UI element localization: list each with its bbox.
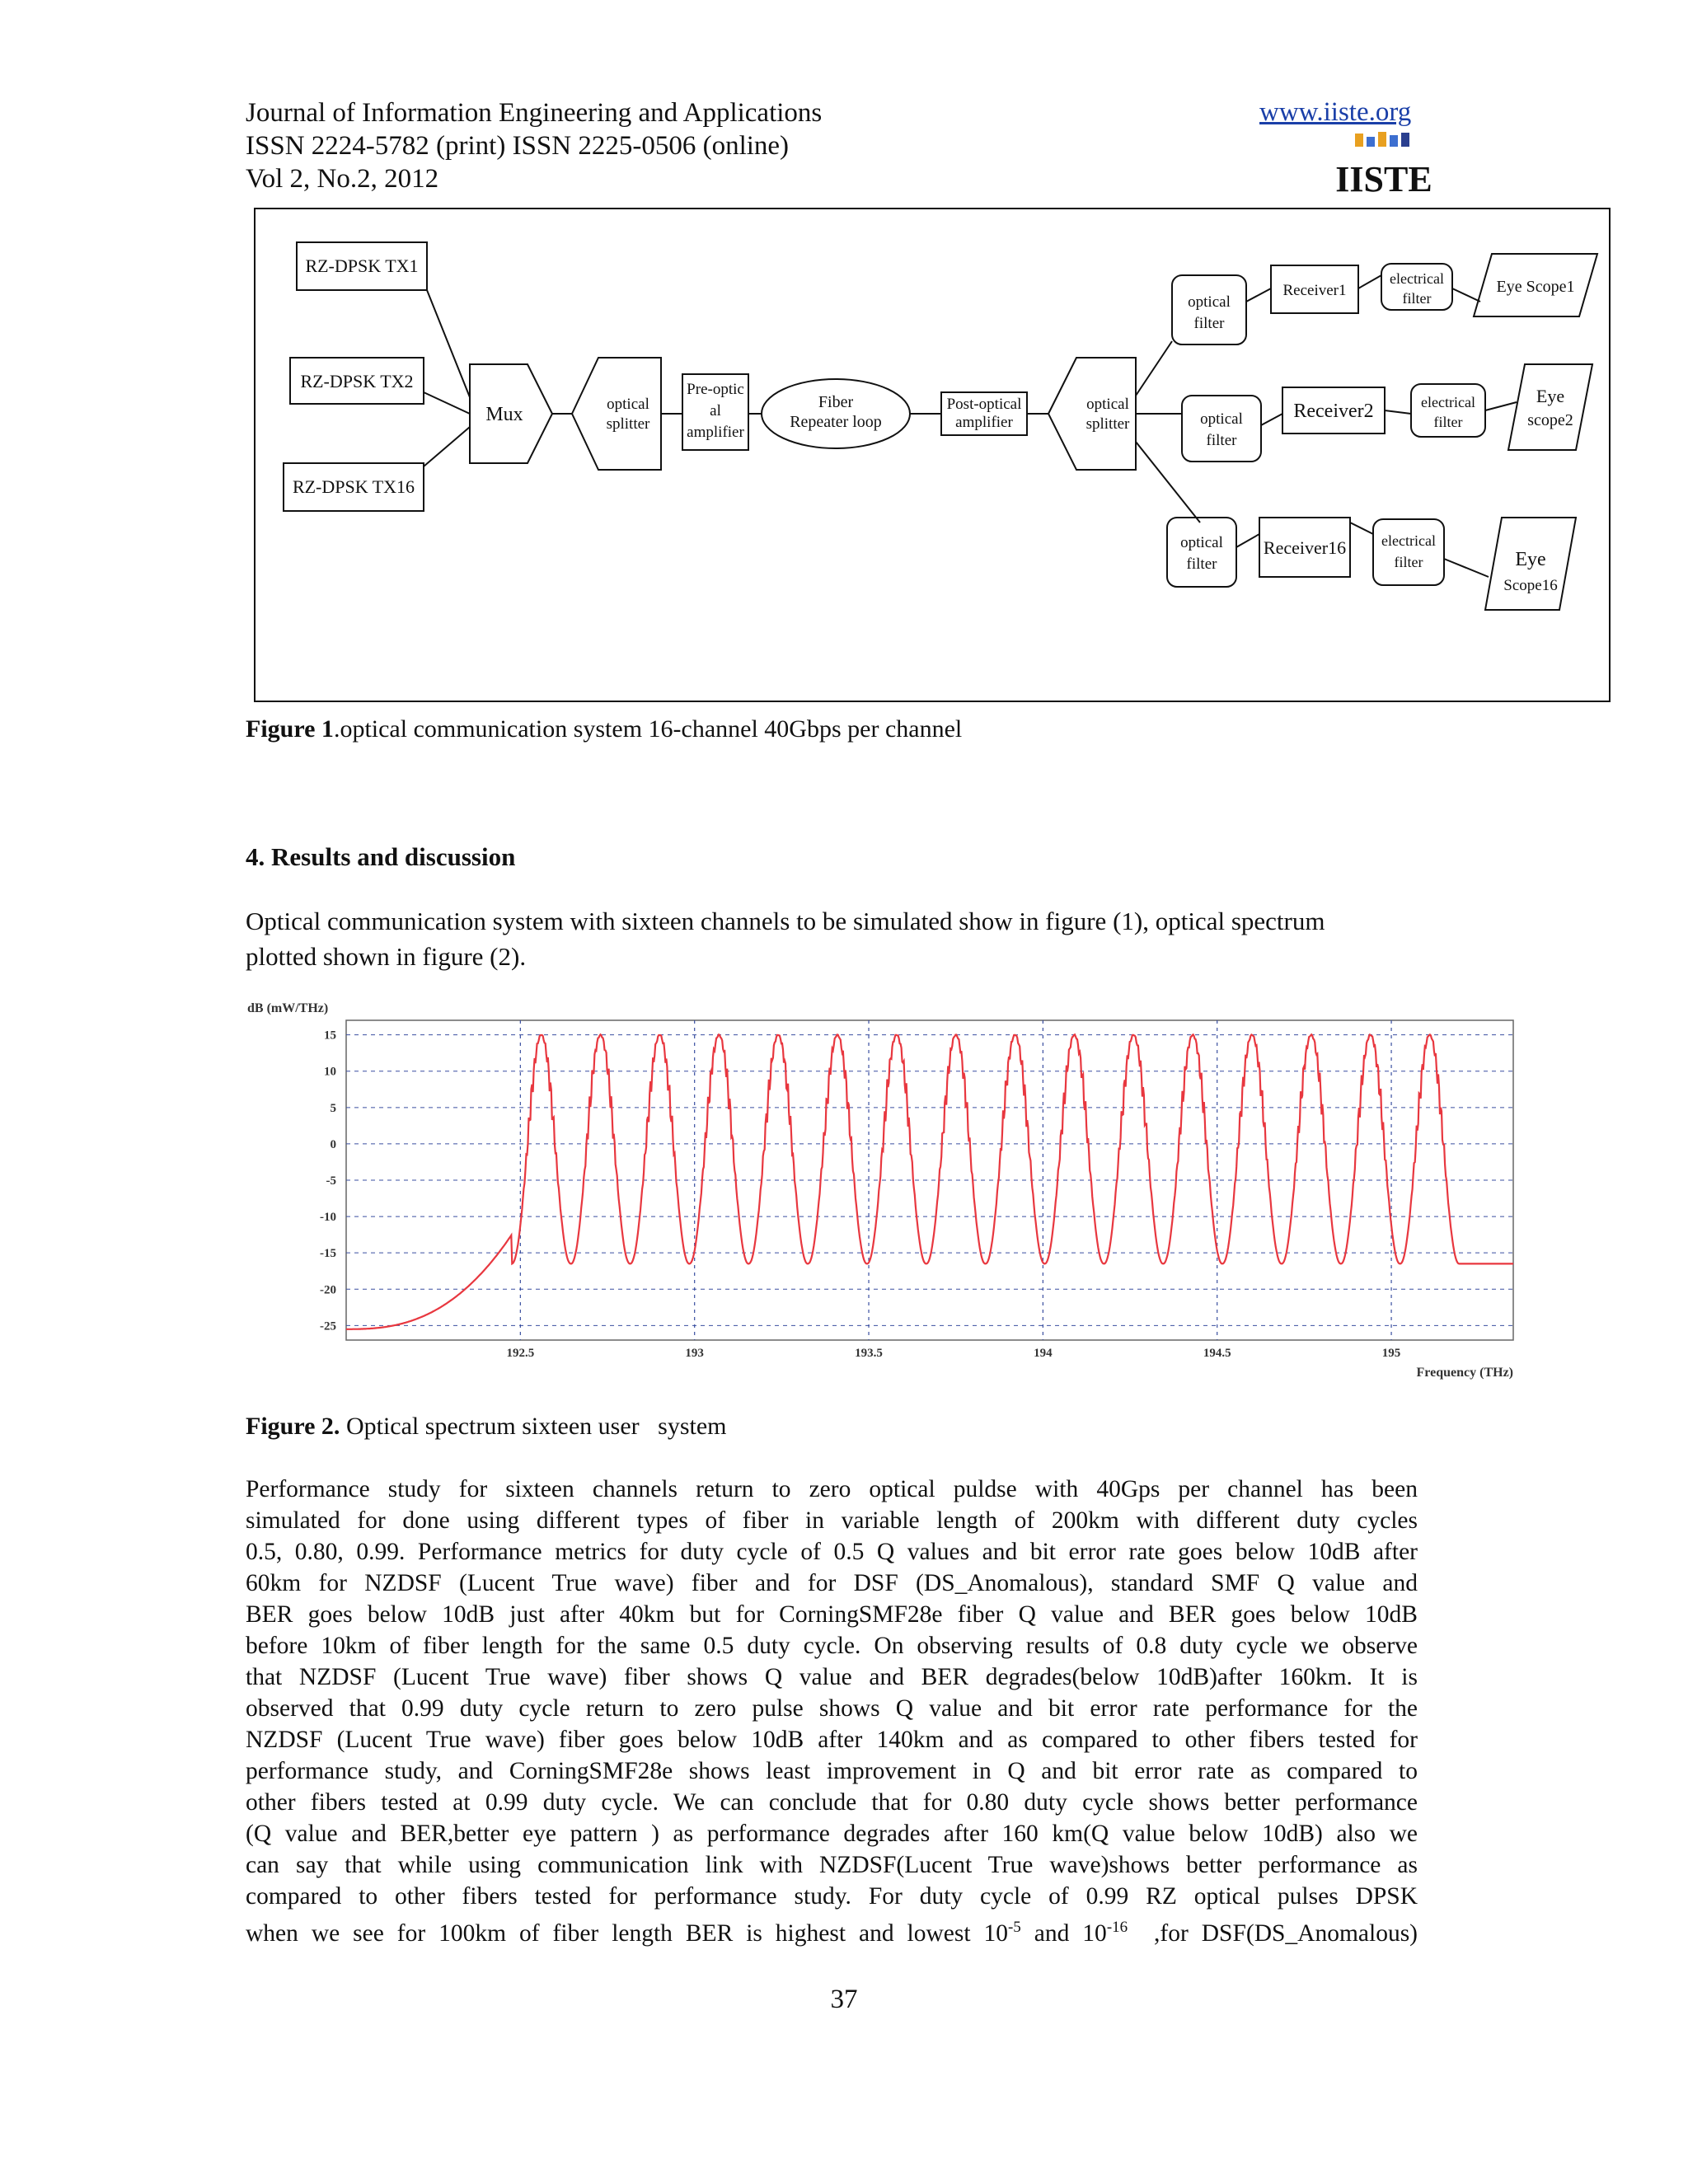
body-text-fragment: ,for DSF(DS_Anomalous) <box>1128 1919 1418 1947</box>
body-line: (Q value and BER,better eye pattern ) as performance degrades after 160 km(Q value below 10dB) also we <box>246 1821 1418 1847</box>
body-line: that NZDSF (Lucent True wave) fiber shows Q value and BER degrades(below 10dB)after 160km. It is <box>246 1664 1418 1690</box>
chart-xtick-label: 193.5 <box>855 1347 883 1360</box>
pre-amp-label-1: Pre-optic <box>687 381 744 398</box>
electrical-filter-2-label-2: filter <box>1433 414 1463 430</box>
chart-xtick-label: 195 <box>1381 1347 1401 1360</box>
body-line: Performance study for sixteen channels return to zero optical puldse with 40Gps per channel has been <box>246 1476 1418 1502</box>
chart-ytick-label: -20 <box>320 1283 336 1297</box>
eye-scope16-label-2: Scope16 <box>1503 577 1558 594</box>
figure2-caption-label: Figure 2. <box>246 1413 340 1440</box>
pre-amp-label-2: al <box>710 402 721 419</box>
splitter-right-label-2: splitter <box>1085 415 1130 433</box>
page-number: 37 <box>830 1985 858 2014</box>
receiver1-label: Receiver1 <box>1282 282 1347 299</box>
optical-filter-1-label-1: optical <box>1188 293 1231 311</box>
body-line: performance study, and CorningSMF28e shows least improvement in Q and bit error rate as compared to <box>246 1758 1418 1784</box>
optical-filter-1-label-2: filter <box>1193 315 1225 332</box>
optical-filter-2-label-1: optical <box>1200 410 1243 428</box>
intro-paragraph <box>246 903 1418 974</box>
body-line: observed that 0.99 duty cycle return to zero pulse shows Q value and bit error rate performance for the <box>246 1695 1418 1722</box>
figure2-caption <box>246 1413 727 1441</box>
eye-scope1-label: Eye Scope1 <box>1496 278 1575 296</box>
figure1-caption-text: .optical communication system 16-channel 40Gbps per channel <box>333 715 963 743</box>
electrical-filter-1-label-1: electrical <box>1390 270 1444 287</box>
chart-ylabel: dB (mW/THz) <box>247 1001 329 1015</box>
figure2-caption-text: Optical spectrum sixteen user system <box>345 1413 727 1440</box>
journal-volume: Vol 2, No.2, 2012 <box>246 164 439 194</box>
journal-title: Journal of Information Engineering and Applications <box>246 98 823 128</box>
figure1-diagram <box>254 208 1611 702</box>
superscript: -16 <box>1106 1919 1128 1936</box>
chart-ytick-label: 15 <box>324 1029 336 1043</box>
eye-scope16-label-1: Eye <box>1515 549 1546 570</box>
tx1-label: RZ-DPSK TX1 <box>305 255 419 276</box>
chart-ytick-label: 5 <box>330 1101 336 1115</box>
splitter-left-label-1: optical <box>607 396 649 413</box>
receiver2-label: Receiver2 <box>1293 401 1374 422</box>
logo-text: IISTE <box>1335 159 1432 199</box>
body-line: compared to other fibers tested for performance study. For duty cycle of 0.99 RZ optical pulses DPSK <box>246 1883 1418 1910</box>
intro-line: plotted shown in figure (2). <box>246 942 527 971</box>
chart-ytick-label: -5 <box>326 1174 336 1188</box>
body-text-fragment: when we see for 100km of fiber length BER is highest and lowest 10 <box>246 1919 1008 1947</box>
electrical-filter-1-label-2: filter <box>1402 290 1432 307</box>
body-line: can say that while using communication link with NZDSF(Lucent True wave)shows better performance as <box>246 1852 1418 1878</box>
chart-ytick-label: -15 <box>320 1247 336 1261</box>
body-line: 60km for NZDSF (Lucent True wave) fiber and for DSF (DS_Anomalous), standard SMF Q value and <box>246 1570 1418 1596</box>
chart-ytick-label: -25 <box>320 1319 336 1333</box>
body-line: BER goes below 10dB just after 40km but for CorningSMF28e fiber Q value and BER goes below 10dB <box>246 1601 1418 1628</box>
section-heading: 4. Results and discussion <box>246 842 516 871</box>
splitter-right-label-1: optical <box>1086 396 1129 413</box>
pre-amp-label-3: amplifier <box>687 424 744 441</box>
figure1-caption <box>246 715 962 743</box>
chart-ytick-label: 10 <box>324 1065 336 1079</box>
chart-xtick-label: 194 <box>1034 1347 1053 1360</box>
body-line: 0.5, 0.80, 0.99. Performance metrics for duty cycle of 0.5 Q values and bit error rate goes below 10dB after <box>246 1539 1418 1565</box>
fiber-label-1: Fiber <box>818 393 854 411</box>
chart-xtick-label: 194.5 <box>1203 1347 1231 1360</box>
body-line: simulated for done using different types of fiber in variable length of 200km with different duty cycles <box>246 1507 1418 1534</box>
intro-line: Optical communication system with sixteen channels to be simulated show in figure (1), optical spectrum <box>246 907 1325 935</box>
body-line: NZDSF (Lucent True wave) fiber goes below 10dB after 140km and as compared to other fibers tested for <box>246 1727 1418 1753</box>
optical-filter-16-box <box>1167 518 1236 587</box>
mux-label: Mux <box>485 404 523 425</box>
body-line-last <box>246 1912 1418 1949</box>
electrical-filter-16-label-1: electrical <box>1381 532 1436 549</box>
post-amp-label-1: Post-optical <box>946 396 1022 413</box>
splitter-left-label-2: splitter <box>606 415 650 433</box>
optical-splitter-right-shape <box>1048 358 1136 470</box>
post-amp-label-2: amplifier <box>955 414 1013 431</box>
figure2-chart <box>247 997 1517 1385</box>
eye-scope2-shape <box>1508 364 1592 450</box>
journal-issn: ISSN 2224-5782 (print) ISSN 2225-0506 (online) <box>246 131 790 161</box>
superscript: -5 <box>1007 1919 1021 1936</box>
body-text-fragment: and 10 <box>1020 1919 1107 1947</box>
electrical-filter-16-box <box>1373 519 1444 585</box>
iiste-logo <box>1335 130 1432 199</box>
body-line: before 10km of fiber length for the same 0.5 duty cycle. On observing results of 0.8 duty cycle we observe <box>246 1633 1418 1659</box>
chart-ytick-label: -10 <box>320 1211 336 1225</box>
fiber-label-2: Repeater loop <box>790 413 882 431</box>
website-link[interactable]: www.iiste.org <box>1259 97 1412 127</box>
tx16-label: RZ-DPSK TX16 <box>292 476 415 497</box>
eye-scope2-label-2: scope2 <box>1527 411 1573 429</box>
figure1-caption-label: Figure 1 <box>246 715 334 743</box>
body-line: other fibers tested at 0.99 duty cycle. We can conclude that for 0.80 duty cycle shows better performance <box>246 1789 1418 1816</box>
electrical-filter-16-label-2: filter <box>1394 554 1423 570</box>
optical-filter-16-label-1: optical <box>1180 534 1223 551</box>
chart-xtick-label: 192.5 <box>506 1347 535 1360</box>
optical-filter-2-label-2: filter <box>1206 432 1237 449</box>
optical-filter-16-label-2: filter <box>1186 555 1217 573</box>
tx2-label: RZ-DPSK TX2 <box>300 371 414 391</box>
optical-filter-2-box <box>1182 396 1261 462</box>
body-paragraph <box>246 1474 1418 1949</box>
optical-splitter-left-shape <box>572 358 661 470</box>
receiver16-label: Receiver16 <box>1263 537 1347 558</box>
electrical-filter-2-label-1: electrical <box>1421 394 1475 410</box>
chart-ytick-label: 0 <box>330 1137 336 1151</box>
chart-xlabel: Frequency (THz) <box>1416 1366 1513 1380</box>
chart-xtick-label: 193 <box>685 1347 704 1360</box>
eye-scope2-label-1: Eye <box>1536 386 1565 406</box>
